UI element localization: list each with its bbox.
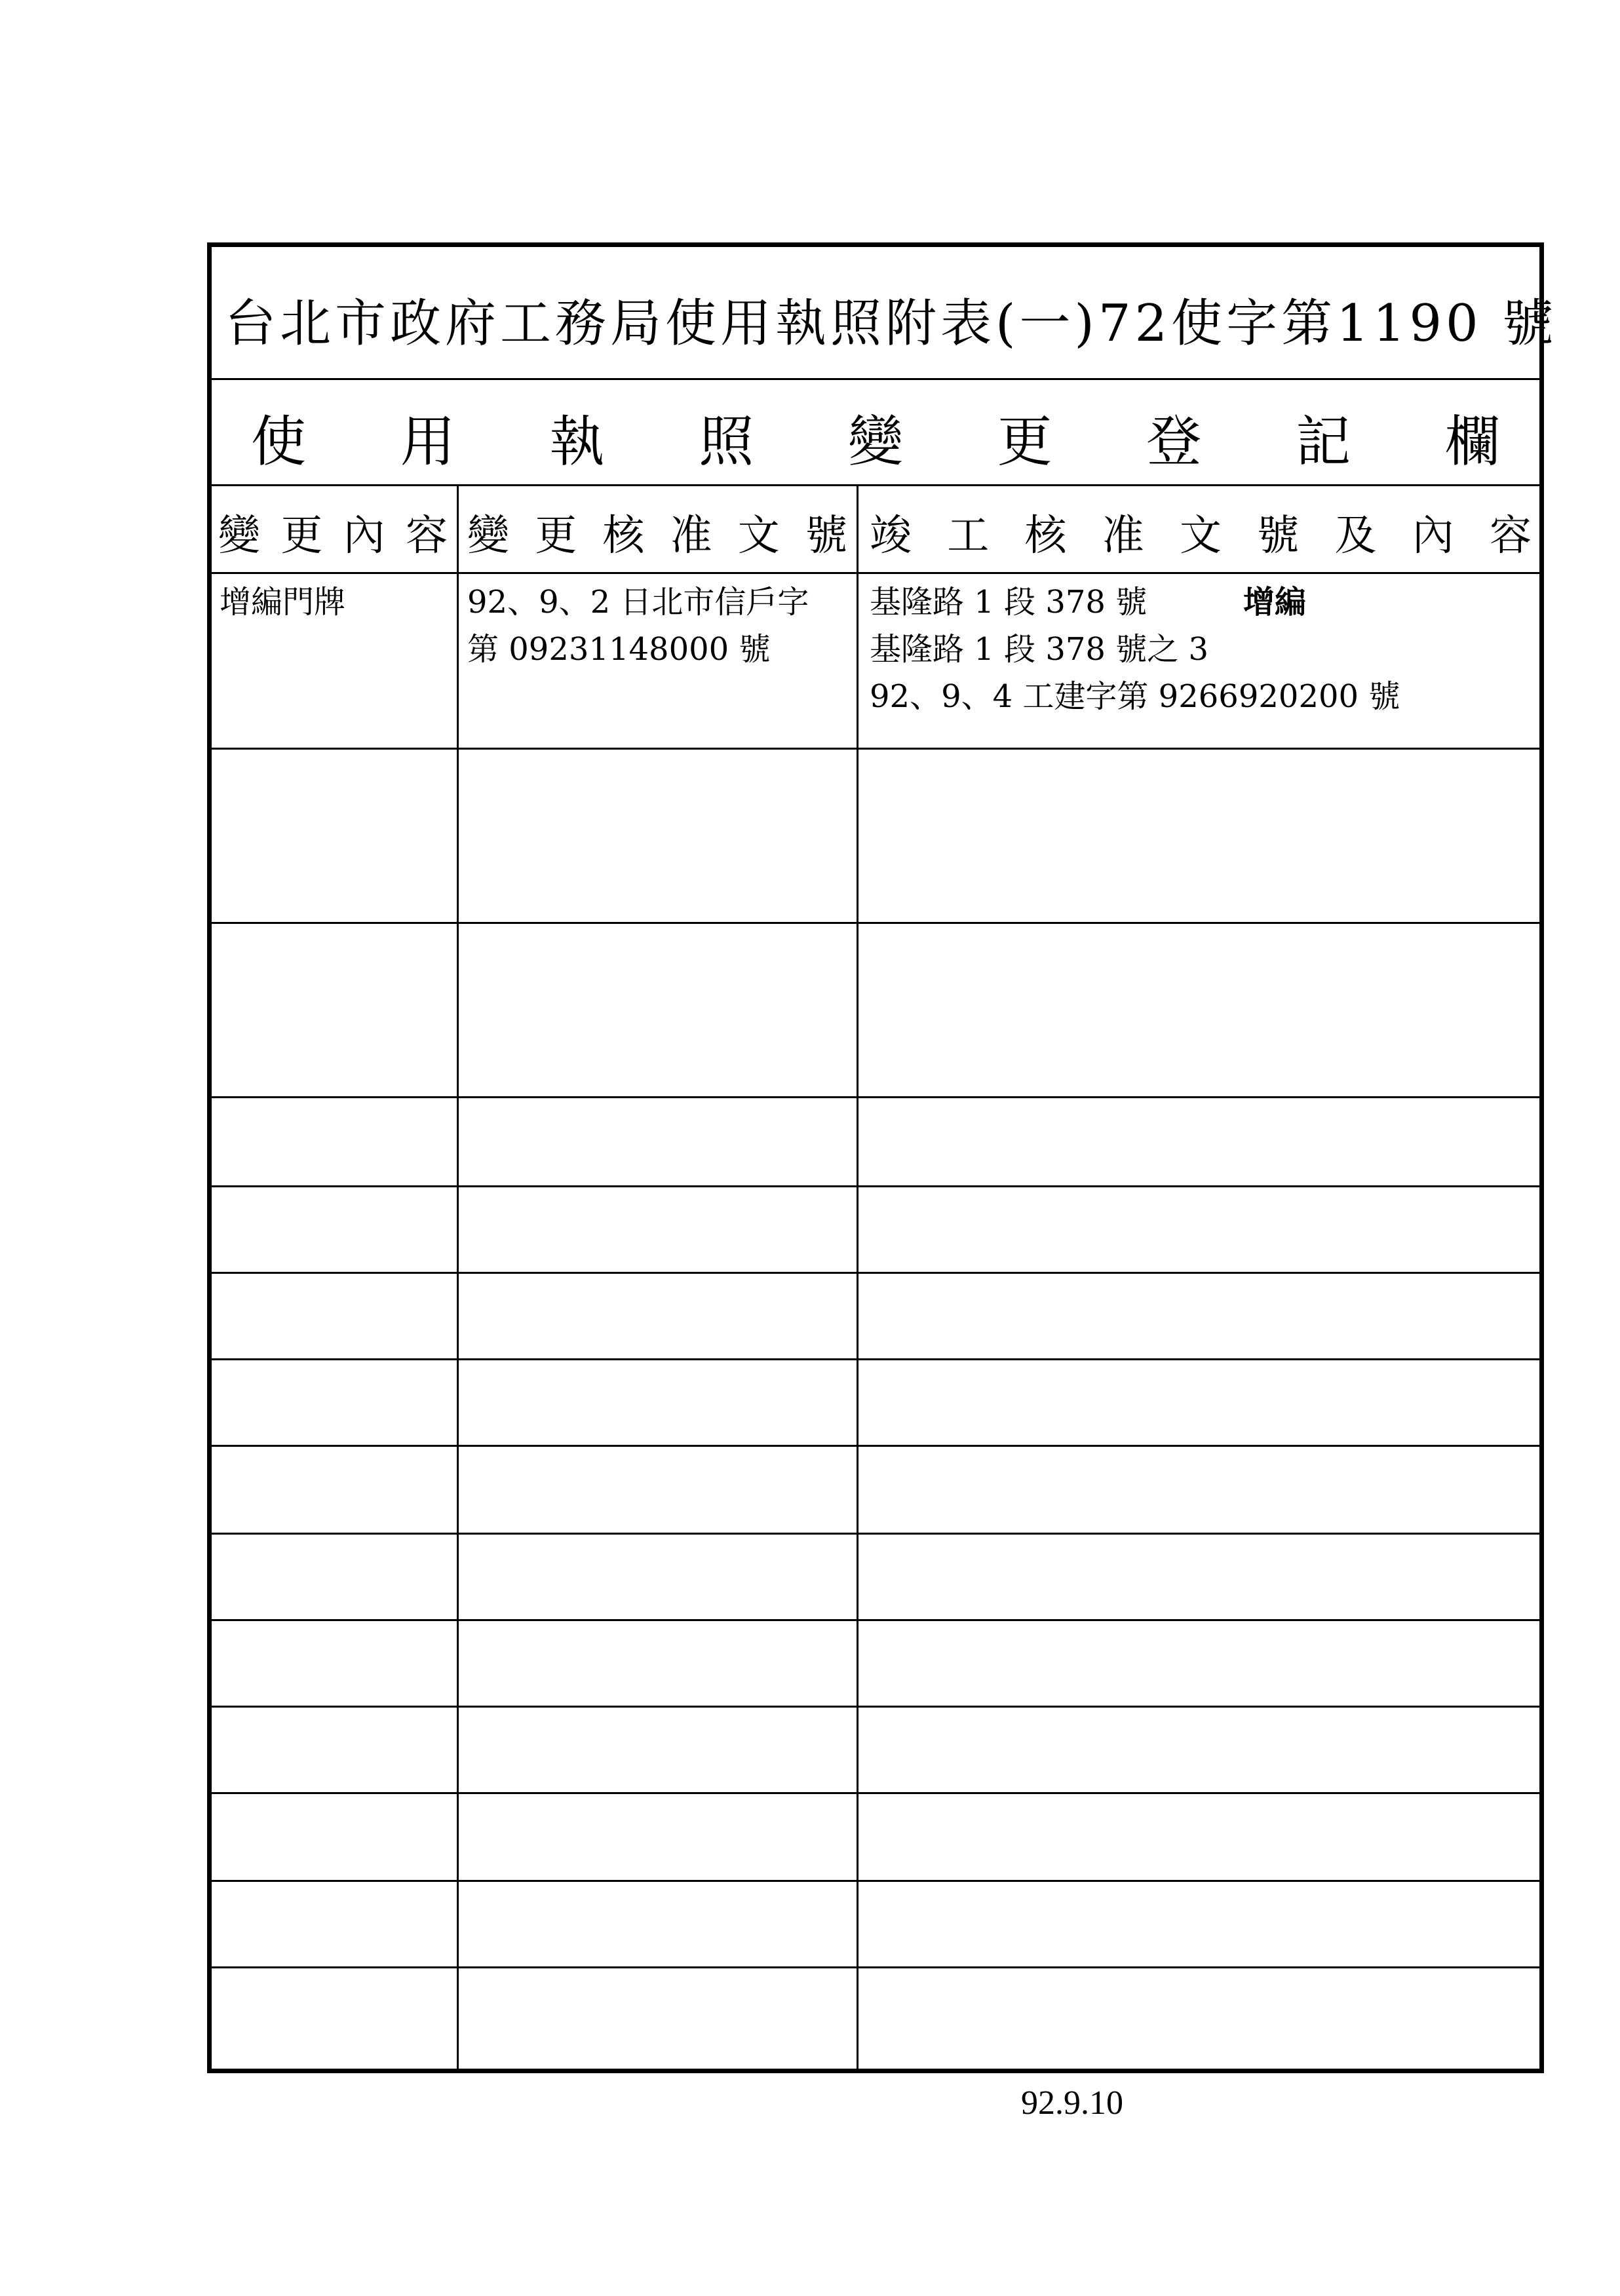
header-char: 工: [947, 512, 990, 560]
column-header-approval-number: [467, 496, 847, 568]
header-char: 容: [1490, 512, 1532, 560]
row-divider: [212, 748, 1539, 750]
column-header-completion: [870, 496, 1532, 568]
divider: [212, 484, 1539, 486]
header-char: 及: [1334, 512, 1377, 560]
row-1-completion-line-3: 92、9、4 工建字第 9266920200 號: [870, 678, 1400, 715]
row-divider: [212, 1706, 1539, 1708]
heading-char: 記: [1296, 409, 1351, 474]
divider: [212, 572, 1539, 574]
row-1-completion-line-1: 基隆路 1 段 378 號: [870, 584, 1148, 621]
row-divider: [212, 1096, 1539, 1098]
header-char: 容: [405, 512, 448, 560]
footer-date: 92.9.10: [1021, 2084, 1123, 2122]
header-char: 內: [343, 512, 385, 560]
header-char: 更: [280, 512, 323, 560]
column-divider: [457, 484, 459, 2069]
header-char: 准: [1102, 512, 1144, 560]
header-char: 變: [467, 512, 509, 560]
divider: [212, 378, 1539, 380]
row-1-completion-line-2: 基隆路 1 段 378 號之 3: [870, 631, 1208, 668]
column-divider: [857, 484, 858, 2069]
row-divider: [212, 1792, 1539, 1794]
row-1-approval-line-2: 第 09231148000 號: [467, 631, 771, 668]
row-divider: [212, 1533, 1539, 1535]
heading-char: 變: [847, 409, 903, 474]
row-divider: [212, 1445, 1539, 1447]
header-char: 內: [1412, 512, 1454, 560]
row-1-change-content: 增編門牌: [220, 584, 346, 621]
row-1-completion-tag: 增編: [1243, 584, 1307, 621]
row-1-approval-line-1: 92、9、2 日北市信戶字: [467, 584, 809, 621]
header-char: 號: [805, 512, 847, 560]
row-divider: [212, 922, 1539, 924]
header-char: 核: [1024, 512, 1067, 560]
header-char: 號: [1257, 512, 1300, 560]
heading-char: 欄: [1444, 409, 1500, 474]
header-char: 竣: [870, 512, 912, 560]
header-char: 文: [1180, 512, 1222, 560]
column-header-change-content: [218, 496, 448, 568]
heading-char: 更: [997, 409, 1052, 474]
license-number: 72使字第1190 號: [1098, 294, 1558, 353]
header-char: 核: [602, 512, 645, 560]
header-char: 變: [218, 512, 260, 560]
row-divider: [212, 1966, 1539, 1968]
registration-table: [207, 242, 1558, 2073]
heading-char: 執: [549, 409, 605, 474]
row-divider: [212, 1185, 1539, 1187]
header-char: 文: [737, 512, 780, 560]
row-divider: [212, 1880, 1539, 1882]
header-char: 更: [535, 512, 577, 560]
row-divider: [212, 1619, 1539, 1621]
heading-char: 登: [1146, 409, 1202, 474]
document-title: [225, 273, 1558, 365]
header-char: 准: [670, 512, 712, 560]
heading-char: 用: [400, 409, 455, 474]
heading-char: 照: [699, 409, 754, 474]
row-divider: [212, 1358, 1539, 1360]
section-heading: [251, 385, 1500, 489]
row-divider: [212, 1272, 1539, 1274]
title-text: 台北市政府工務局使用執照附表(一): [225, 294, 1098, 353]
heading-char: 使: [251, 409, 307, 474]
